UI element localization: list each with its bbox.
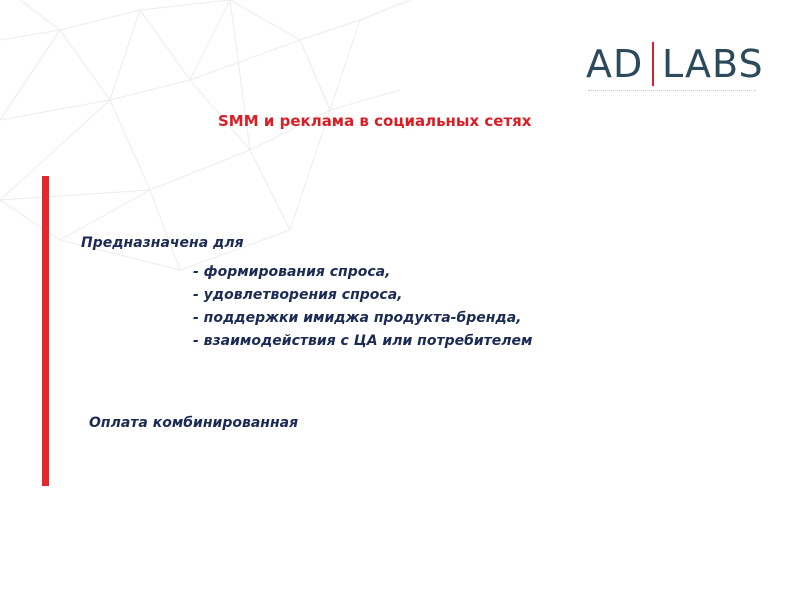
adlabs-logo [586,40,764,94]
purpose-list [193,261,532,353]
purpose-item: - удовлетворения спроса, [193,287,403,303]
purpose-item: - формирования спроса, [193,264,391,280]
purpose-item: - взаимодействия с ЦА или потребителем [193,333,533,349]
accent-bar [42,176,49,486]
purpose-item: - поддержки имиджа продукта-бренда, [193,310,522,326]
payment-note: Оплата комбинированная [89,415,299,431]
logo-underline [588,90,756,91]
purpose-heading: Предназначена для [81,235,244,251]
slide-title: SMM и реклама в социальных сетях [218,112,532,130]
logo-text-labs: LABS [662,42,764,86]
logo-divider [652,42,654,86]
logo-text-ad: AD [586,42,644,86]
